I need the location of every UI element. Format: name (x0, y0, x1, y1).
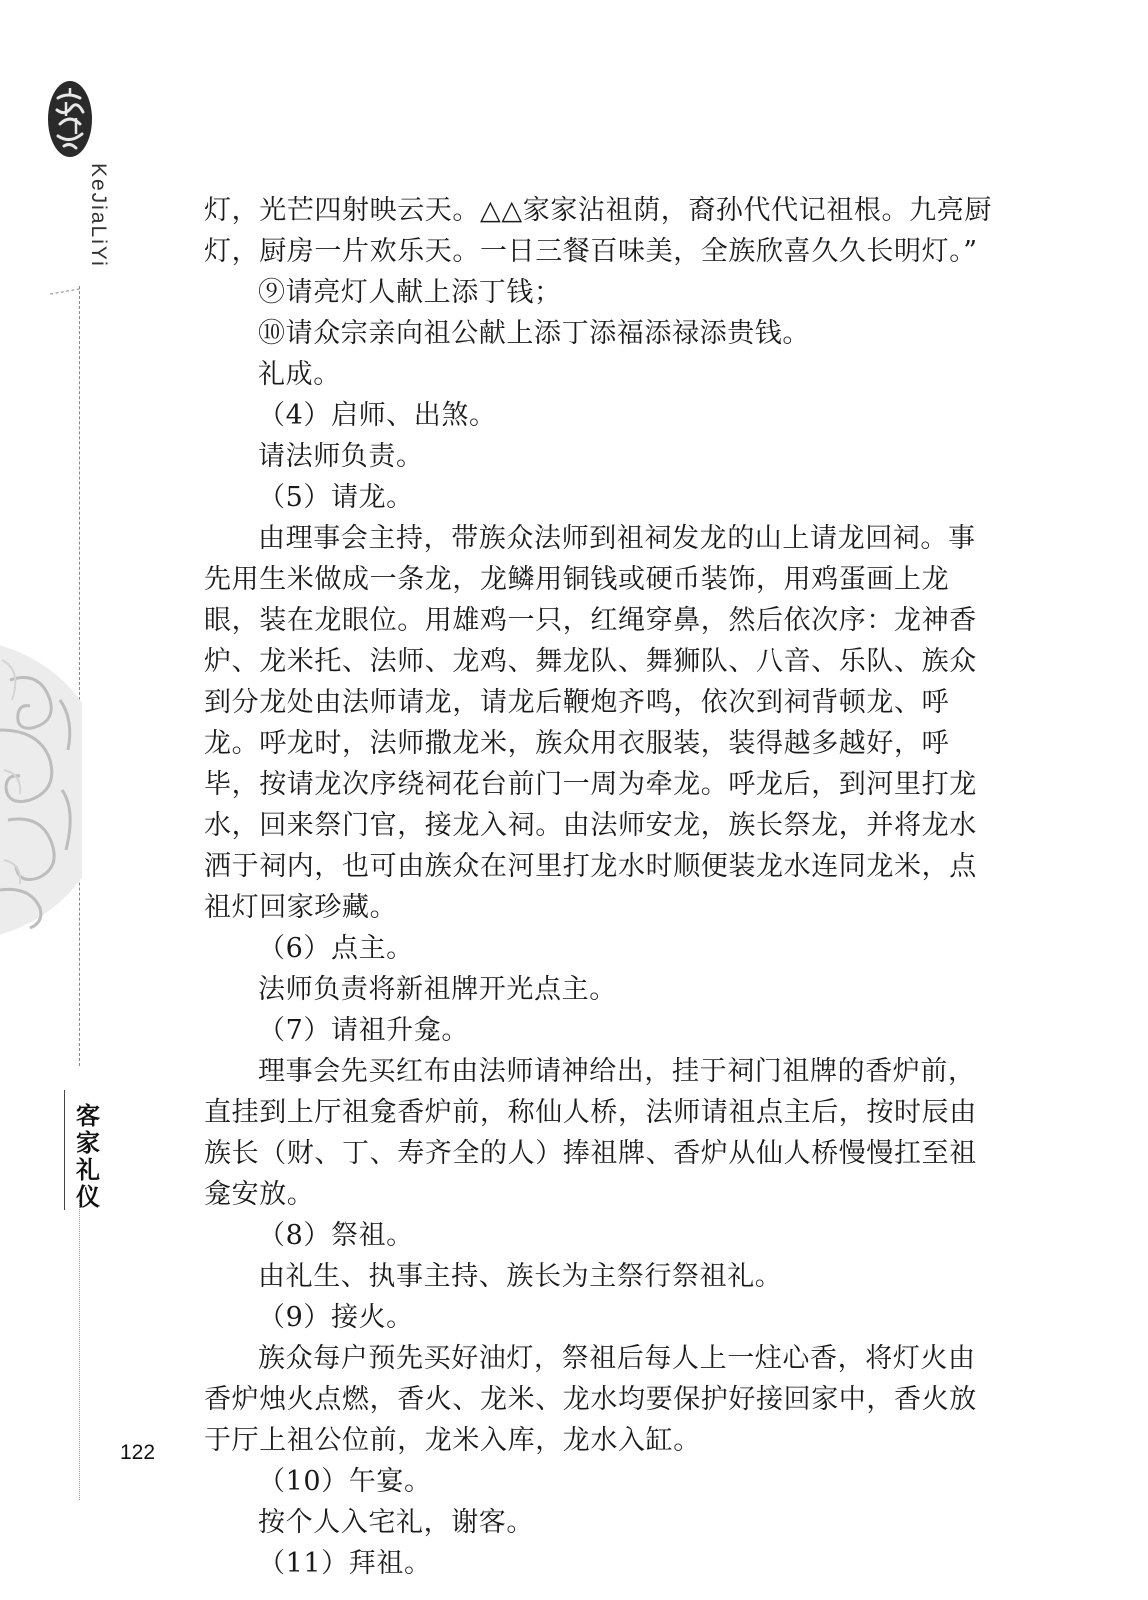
paragraph: 法师负责将新祖牌开光点主。 (258, 974, 617, 1005)
paragraph: （7）请祖升龛。 (258, 1015, 469, 1046)
section-label-char: 客 (76, 1103, 100, 1130)
paragraph: ⑨请亮灯人献上添丁钱； (258, 277, 562, 308)
paragraph: 请法师负责。 (258, 441, 424, 472)
paragraph: ⑩请众宗亲向祖公献上添丁添福添禄添贵钱。 (258, 318, 810, 349)
section-label (70, 1103, 106, 1211)
paragraph: 礼成。 (258, 359, 341, 390)
paragraph: （10）午宴。 (258, 1466, 432, 1497)
paragraph: 按个人入宅礼，谢客。 (258, 1507, 534, 1538)
paragraph: （6）点主。 (258, 933, 414, 964)
paragraph: （5）请龙。 (258, 482, 414, 513)
section-label-text (70, 1103, 106, 1211)
section-label-rule (64, 1090, 65, 1210)
paragraph: 由礼生、执事主持、族长为主祭行祭祖礼。 (258, 1261, 783, 1292)
section-label-char: 家 (76, 1130, 100, 1157)
paragraph: 由理事会主持，带族众法师到祖祠发龙的山上请龙回祠。事先用生米做成一条龙，龙鳞用铜钱或硬币装饰，用鸡蛋画上龙眼，装在龙眼位。用雄鸡一只，红绳穿鼻，然后依次序：龙神香炉、龙米托、法师、龙鸡、舞龙队、舞狮队、八音、乐队、族众到分龙处由法师请龙，请龙后鞭炮齐鸣，依次到祠背顿龙、呼龙。呼龙时，法师撒龙米，族众用衣服装，装得越多越好，呼毕，按请龙次序绕祠花台前门一周为牵龙。呼龙后，到河里打龙水，回来祭门官，接龙入祠。由法师安龙，族长祭龙，并将龙水洒于祠内，也可由族众在河里打龙水时顺便装龙水连同龙米，点祖灯回家珍藏。 (204, 523, 977, 923)
paragraph: （8）祭祖。 (258, 1220, 414, 1251)
seal-logo-icon (44, 78, 96, 160)
cloud-ornament-icon (0, 640, 82, 940)
paragraph: 族众每户预先买好油灯，祭祖后每人上一炷心香，将灯火由香炉烛火点燃，香火、龙米、龙水均要保护好接回家中，香火放于厅上祖公位前，龙米入库，龙水入缸。 (204, 1343, 977, 1456)
section-label-char: 仪 (76, 1184, 100, 1211)
section-label-char: 礼 (76, 1157, 100, 1184)
paragraph: （11）拜祖。 (258, 1548, 432, 1579)
paragraph: 灯，光芒四射映云天。△△家家沾祖荫，裔孙代代记祖根。九亮厨灯，厨房一片欢乐天。一日三餐百味美，全族欣喜久久长明灯。” (204, 195, 992, 267)
paragraph: 理事会先买红布由法师请神给出，挂于祠门祖牌的香炉前，直挂到上厅祖龛香炉前，称仙人桥，法师请祖点主后，按时辰由族长（财、丁、寿齐全的人）捧祖牌、香炉从仙人桥慢慢扛至祖龛安放。 (204, 1056, 977, 1210)
margin-divider (50, 288, 80, 295)
body-text (204, 190, 994, 1584)
paragraph: （9）接火。 (258, 1302, 414, 1333)
margin-dotted-rule (79, 1200, 80, 1500)
paragraph: （4）启师、出煞。 (258, 400, 497, 431)
running-title: KeJiaLiYi (87, 163, 110, 268)
page-number: 122 (120, 1441, 156, 1464)
